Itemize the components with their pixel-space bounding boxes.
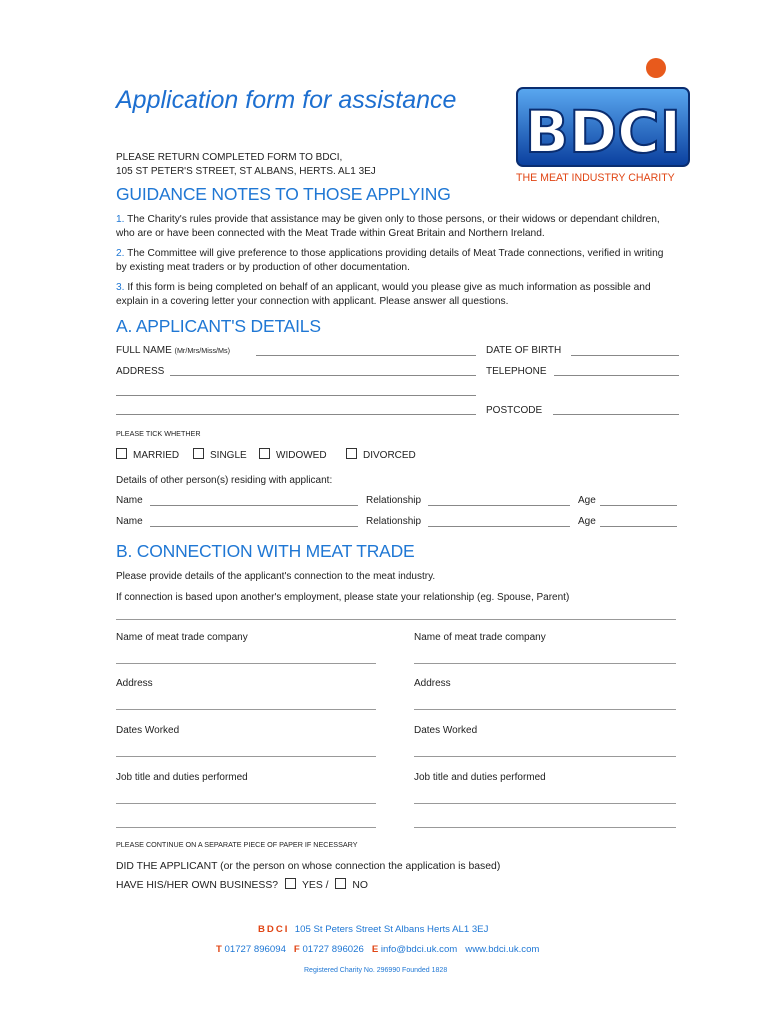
name-label-1: Name xyxy=(116,495,143,506)
postcode-field[interactable] xyxy=(553,414,679,415)
job-field-right-2[interactable] xyxy=(414,827,676,828)
address-field-left[interactable] xyxy=(116,709,376,710)
status-divorced[interactable]: DIVORCED xyxy=(346,448,416,461)
business-question-2: HAVE HIS/HER OWN BUSINESS? YES / NO xyxy=(116,880,369,891)
address-field-right[interactable] xyxy=(414,709,676,710)
relationship-answer-line[interactable] xyxy=(116,619,676,620)
postcode-label: POSTCODE xyxy=(486,405,543,416)
company-field-left[interactable] xyxy=(116,663,376,664)
footer-address: BDCI 105 St Peters Street St Albans Herts AL1 3EJ xyxy=(258,924,489,935)
full-name-label: FULL NAME (Mr/Mrs/Miss/Ms) xyxy=(116,345,231,356)
address-label: ADDRESS xyxy=(116,366,165,377)
logo-tagline: THE MEAT INDUSTRY CHARITY xyxy=(516,172,675,184)
guidance-item-2: 2. The Committee will give preference to those applications providing details of Meat Trade connections, verified in writing by existing meat traders or by production of other documentation. xyxy=(116,248,664,273)
email-link[interactable]: info@bdci.uk.com xyxy=(380,944,458,955)
age-label-1: Age xyxy=(578,495,596,506)
widowed-checkbox[interactable] xyxy=(259,448,270,459)
bdci-logo xyxy=(513,56,693,184)
name-label-2: Name xyxy=(116,516,143,527)
section-b-intro-1: Please provide details of the applicant's connection to the meat industry. xyxy=(116,571,436,582)
address-field-3[interactable] xyxy=(116,414,476,415)
relationship-field-1[interactable] xyxy=(428,505,570,506)
tick-label: PLEASE TICK WHETHER xyxy=(116,429,201,438)
section-b-intro-2: If connection is based upon another's employment, please state your relationship (eg. Spouse, Parent) xyxy=(116,592,570,603)
guidance-item-3: 3. If this form is being completed on behalf of an applicant, would you please give as much information as possible and explain in a covering letter your connection with applicant. Please answer all questions. xyxy=(116,282,651,307)
section-b-heading: B. CONNECTION WITH MEAT TRADE xyxy=(116,541,415,561)
single-checkbox[interactable] xyxy=(193,448,204,459)
website-link[interactable]: www.bdci.uk.com xyxy=(465,944,540,955)
address-field-1[interactable] xyxy=(170,375,476,376)
dates-label-left: Dates Worked xyxy=(116,725,180,736)
business-question-1: DID THE APPLICANT (or the person on whose connection the application is based) xyxy=(116,861,501,872)
dates-field-left[interactable] xyxy=(116,756,376,757)
dob-label: DATE OF BIRTH xyxy=(486,345,562,356)
continue-note: PLEASE CONTINUE ON A SEPARATE PIECE OF PAPER IF NECESSARY xyxy=(116,840,358,849)
name-field-1[interactable] xyxy=(150,505,358,506)
telephone-label: TELEPHONE xyxy=(486,366,547,377)
age-field-1[interactable] xyxy=(600,505,677,506)
job-label-left: Job title and duties performed xyxy=(116,772,248,783)
relationship-field-2[interactable] xyxy=(428,526,570,527)
married-checkbox[interactable] xyxy=(116,448,127,459)
job-field-left-2[interactable] xyxy=(116,827,376,828)
return-address-line-1: PLEASE RETURN COMPLETED FORM TO BDCI, xyxy=(116,152,343,163)
full-name-field[interactable] xyxy=(256,355,476,356)
divorced-checkbox[interactable] xyxy=(346,448,357,459)
company-label-left: Name of meat trade company xyxy=(116,632,248,643)
guidance-heading: GUIDANCE NOTES TO THOSE APPLYING xyxy=(116,184,451,204)
others-label: Details of other person(s) residing with applicant: xyxy=(116,475,333,486)
name-field-2[interactable] xyxy=(150,526,358,527)
job-label-right: Job title and duties performed xyxy=(414,772,546,783)
footer-contacts: T 01727 896094 F 01727 896026 E info@bdci.uk.com www.bdci.uk.com xyxy=(216,944,540,955)
age-label-2: Age xyxy=(578,516,596,527)
age-field-2[interactable] xyxy=(600,526,677,527)
dates-field-right[interactable] xyxy=(414,756,676,757)
page-title: Application form for assistance xyxy=(116,86,457,114)
section-a-heading: A. APPLICANT'S DETAILS xyxy=(116,316,321,336)
job-field-left-1[interactable] xyxy=(116,803,376,804)
yes-checkbox[interactable] xyxy=(285,878,296,889)
dates-label-right: Dates Worked xyxy=(414,725,478,736)
status-widowed[interactable]: WIDOWED xyxy=(259,448,327,461)
company-label-right: Name of meat trade company xyxy=(414,632,546,643)
dob-field[interactable] xyxy=(571,355,679,356)
company-field-right[interactable] xyxy=(414,663,676,664)
logo-text: BDCI xyxy=(524,98,682,166)
address-label-right: Address xyxy=(414,678,451,689)
status-married[interactable]: MARRIED xyxy=(116,448,179,461)
return-address-line-2: 105 ST PETER'S STREET, ST ALBANS, HERTS. AL1 3EJ xyxy=(116,166,376,177)
no-checkbox[interactable] xyxy=(335,878,346,889)
address-field-2[interactable] xyxy=(116,395,476,396)
job-field-right-1[interactable] xyxy=(414,803,676,804)
relationship-label-1: Relationship xyxy=(366,495,422,506)
status-single[interactable]: SINGLE xyxy=(193,448,247,461)
guidance-item-1: 1. The Charity's rules provide that assistance may be given only to those persons, or their widows or dependant children, who are or have been connected with the Meat Trade within Great Britain and Northern Ireland. xyxy=(116,214,660,239)
address-label-left: Address xyxy=(116,678,153,689)
registered-charity: Registered Charity No. 296990 Founded 1828 xyxy=(304,967,448,974)
relationship-label-2: Relationship xyxy=(366,516,422,527)
telephone-field[interactable] xyxy=(554,375,679,376)
